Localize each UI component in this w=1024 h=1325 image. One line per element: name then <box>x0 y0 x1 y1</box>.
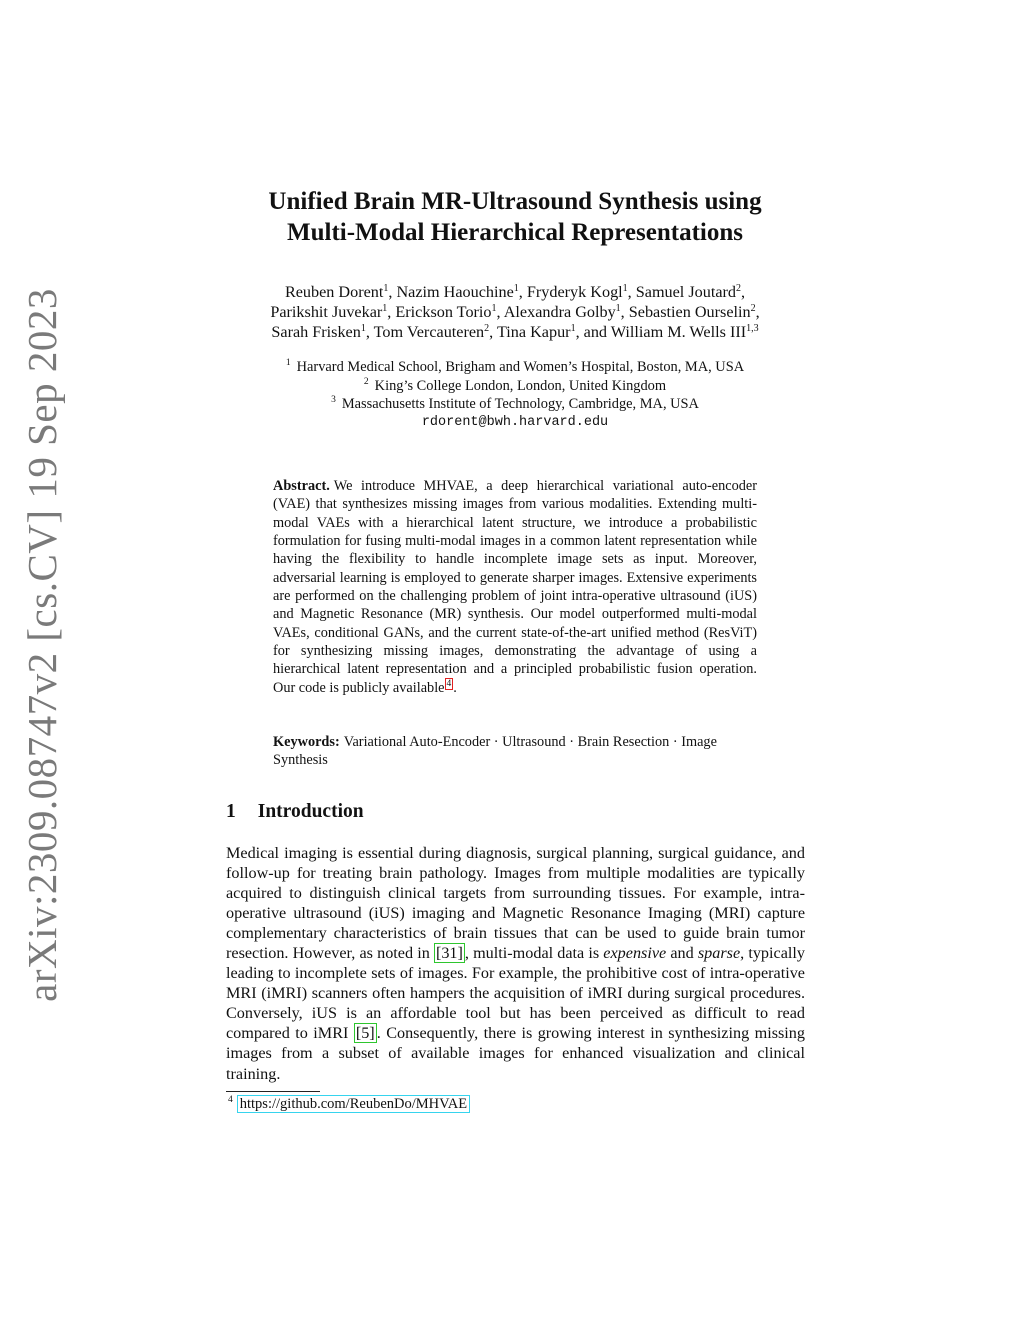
keywords-label: Keywords: <box>273 734 340 750</box>
intro-emphasis: sparse <box>697 944 741 963</box>
section-title: Introduction <box>257 801 364 822</box>
affiliation-number: 3 <box>331 395 336 405</box>
keywords <box>273 733 757 770</box>
author-affiliation: 1 <box>491 303 497 314</box>
citation-link[interactable]: [31] <box>435 944 463 963</box>
affiliation-list <box>200 358 830 432</box>
intro-text: Medical imaging is essential during diagnosis, surgical planning, surgical guidance, and follow-up for treating brain pathology. Images from multiple modalities are typically acquired to distinguish clinical targets from surrounding tissues. For example, intra-operative ultrasound (iUS) imaging and Magnetic Resonance Imaging (MRI) capture complementary characteristics of brain tissues that can be used to guide brain tumor resection. However, as noted in <box>226 844 805 963</box>
footnote-number: 4 <box>228 1095 233 1105</box>
author-affiliation: 2 <box>484 323 490 334</box>
author-name: Tina Kapur <box>496 323 571 341</box>
footnote <box>228 1094 470 1114</box>
author-affiliation: 1 <box>570 323 576 334</box>
section-number: 1 <box>226 801 236 822</box>
intro-text: , typically leading to incomplete sets of images. For example, the prohibitive cost of intra-operative MRI (iMRI) scanners often hampers the acquisition of iMRI during surgical procedures. Conversely, iUS is an affordable tool but has been perceived as difficult to read compared to iMRI <box>226 944 805 1043</box>
keywords-text: Variational Auto-Encoder · Ultrasound · Brain Resection · Image Synthesis <box>273 734 717 769</box>
author-affiliation: 1 <box>615 303 621 314</box>
footnote-divider <box>226 1091 320 1092</box>
author-name: William M. Wells III <box>610 323 747 341</box>
paper-title <box>200 186 830 248</box>
abstract <box>273 477 757 697</box>
affiliation-item <box>200 377 830 396</box>
section-heading <box>226 801 364 823</box>
author-name: Parikshit Juvekar <box>270 303 383 321</box>
affiliation-number: 2 <box>363 376 369 387</box>
abstract-end: . <box>453 679 457 696</box>
author-line-1: Reuben Dorent$^1$, Nazim Haouchine$^1$, Fryderyk Kogl$^1$, Samuel Joutard$^2$, <box>284 283 746 301</box>
arxiv-stamp-text: arXiv:2309.08747v2 [cs.CV] 19 Sep 2023 <box>19 288 66 1002</box>
intro-text: . Consequently, there is growing interest in synthesizing missing images from a subset of available images for enhanced visualization and clinical training. <box>226 1024 805 1083</box>
intro-text: and <box>666 944 698 963</box>
author-name: Alexandra Golby <box>503 303 616 321</box>
introduction-paragraph <box>226 843 805 1084</box>
author-name: Fryderyk Kogl <box>526 283 623 301</box>
author-name: Tom Vercauteren <box>373 323 485 341</box>
contact-email[interactable]: rdorent@bwh.harvard.edu <box>421 414 609 430</box>
affiliation-text: Massachusetts Institute of Technology, Cambridge, MA, USA <box>341 396 699 412</box>
affiliation-item <box>200 358 830 377</box>
author-affiliation: 2 <box>750 303 756 314</box>
author-name: Sarah Frisken <box>271 323 361 341</box>
affiliation-item <box>200 395 830 414</box>
footnote-reference-link[interactable]: 4 <box>446 678 452 689</box>
author-affiliation: 1 <box>360 323 366 334</box>
author-name: Samuel Joutard <box>635 283 737 301</box>
author-name: Reuben Dorent <box>284 283 384 301</box>
title-line-1: Unified Brain MR-Ultrasound Synthesis using <box>268 188 762 215</box>
author-affiliation: 1 <box>622 283 628 294</box>
affiliation-text: King’s College London, London, United Kingdom <box>374 377 667 394</box>
intro-emphasis: expensive <box>603 944 667 963</box>
github-url-link[interactable]: https://github.com/ReubenDo/MHVAE <box>237 1095 470 1113</box>
author-affiliation: 2 <box>736 283 742 294</box>
author-list <box>200 282 830 342</box>
author-line-3: Sarah Frisken$^1$, Tom Vercauteren$^2$, Tina Kapur$^1$, and William M. Wells III$^{1,3}$ <box>271 323 759 341</box>
author-name: Erickson Torio <box>395 303 492 321</box>
abstract-text: We introduce MHVAE, a deep hierarchical variational auto-encoder (VAE) that synthesizes missing images from various modalities. Extending multi-modal VAEs with a hierarchical latent structure, we introduce a probabilistic formulation for fusing multi-modal images in a common latent representation while having the flexibility to handle incomplete image sets as input. Moreover, adversarial learning is employed to generate sharper images. Extensive experiments are performed on the challenging problem of joint intra-operative ultrasound (iUS) and Magnetic Resonance (MR) synthesis. Our model outperformed multi-modal VAEs, conditional GANs, and the current state-of-the-art unified method (ResViT) for synthesizing missing images, demonstrating the advantage of using a hierarchical latent representation and a principled probabilistic fusion operation. Our code is publicly available <box>273 478 757 696</box>
author-affiliation: 1 <box>382 303 388 314</box>
author-affiliation: 1 <box>513 283 519 294</box>
author-affiliation: 1,3 <box>746 323 759 334</box>
abstract-label: Abstract. <box>273 478 330 494</box>
author-line-2: Parikshit Juvekar$^1$, Erickson Torio$^1$, Alexandra Golby$^1$, Sebastien Ourselin$^2$, <box>270 303 760 321</box>
author-conjunction: and <box>583 323 608 341</box>
citation-link[interactable]: [5] <box>355 1024 375 1043</box>
author-name: Sebastien Ourselin <box>628 303 751 321</box>
affiliation-text: Harvard Medical School, Brigham and Women’s Hospital, Boston, MA, USA <box>296 359 745 375</box>
affiliation-number: 1 <box>285 358 291 368</box>
title-line-2: Multi-Modal Hierarchical Representations <box>287 219 743 246</box>
author-name: Nazim Haouchine <box>396 283 514 301</box>
intro-text: , multi-modal data is <box>464 944 604 963</box>
author-affiliation: 1 <box>383 283 389 294</box>
arxiv-identifier-stamp <box>14 288 70 1002</box>
